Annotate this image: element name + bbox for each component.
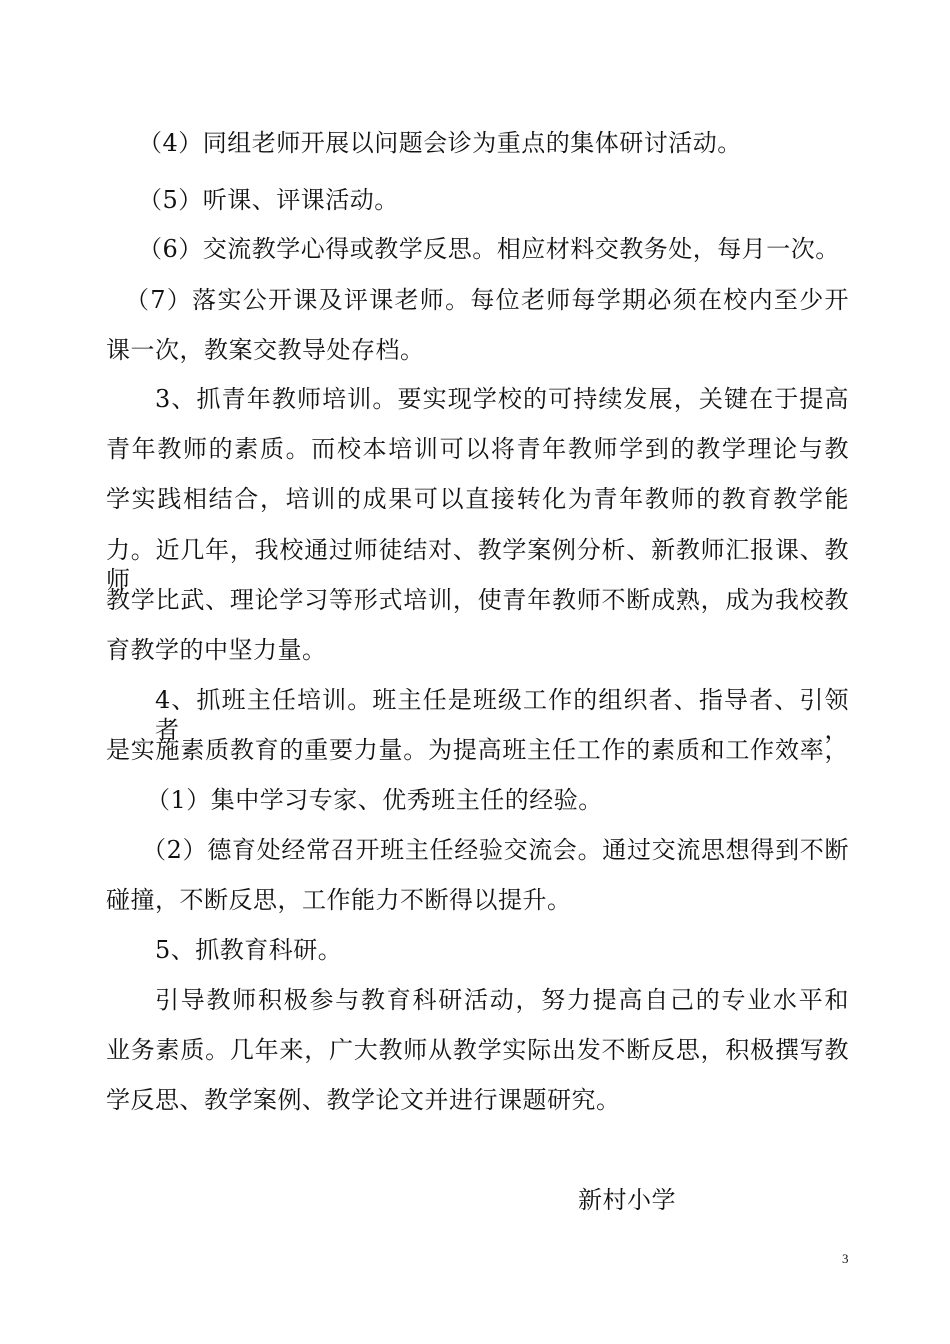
page-number: 3 [842,1251,849,1266]
text-line: 4、抓班主任培训。班主任是班级工作的组织者、指导者、引领者， [155,686,849,744]
text-line: 学实践相结合，培训的成果可以直接转化为青年教师的教育教学能 [106,485,849,513]
text-line: 是实施素质教育的重要力量。为提高班主任工作的素质和工作效率， [106,736,849,764]
signature-school-name: 新村小学 [578,1186,676,1214]
text-line: 5、抓教育科研。 [155,936,343,964]
text-line: （2）德育处经常召开班主任经验交流会。通过交流思想得到不断 [142,836,849,864]
text-line: （1）集中学习专家、优秀班主任的经验。 [146,786,603,814]
text-line: （5）听课、评课活动。 [138,186,399,214]
text-line: 青年教师的素质。而校本培训可以将青年教师学到的教学理论与教 [106,435,849,463]
text-line: （4）同组老师开展以问题会诊为重点的集体研讨活动。 [138,129,742,157]
text-line: （7）落实公开课及评课老师。每位老师每学期必须在校内至少开 [125,286,849,314]
text-line: （6）交流教学心得或教学反思。相应材料交教务处，每月一次。 [138,235,840,263]
text-line: 课一次，教案交教导处存档。 [106,336,425,364]
text-line: 教学比武、理论学习等形式培训，使青年教师不断成熟，成为我校教 [106,586,849,614]
text-line: 引导教师积极参与教育科研活动，努力提高自己的专业水平和 [155,986,849,1014]
text-line: 力。近几年，我校通过师徒结对、教学案例分析、新教师汇报课、教师 [106,536,849,594]
text-line: 业务素质。几年来，广大教师从教学实际出发不断反思，积极撰写教 [106,1036,849,1064]
text-line: 学反思、教学案例、教学论文并进行课题研究。 [106,1086,621,1114]
text-line: 3、抓青年教师培训。要实现学校的可持续发展，关键在于提高 [155,385,849,413]
text-line: 育教学的中坚力量。 [106,636,327,664]
text-line: 碰撞，不断反思，工作能力不断得以提升。 [106,886,572,914]
